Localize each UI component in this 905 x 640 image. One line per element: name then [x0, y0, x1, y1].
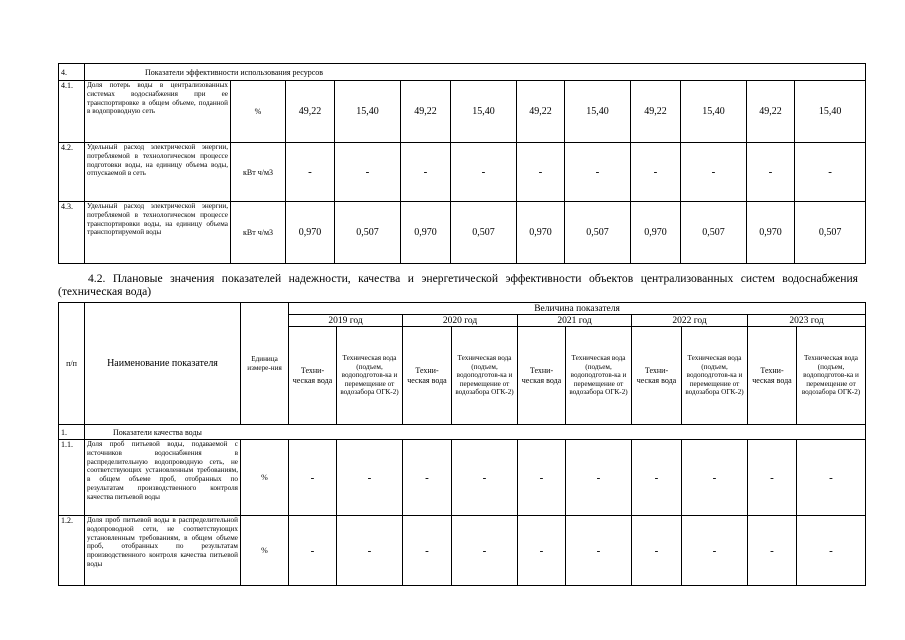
value-cell: - [797, 440, 866, 516]
header-row [59, 303, 866, 315]
value-cell: - [797, 516, 866, 586]
value-cell: - [632, 516, 682, 586]
value-cell: - [452, 440, 518, 516]
unit-cell: % [231, 81, 286, 143]
value-cell: 0,970 [286, 202, 335, 264]
name-column-header: Наименование показателя [85, 303, 241, 425]
unit-cell: % [241, 440, 289, 516]
value-cell: - [337, 440, 403, 516]
value-cell: - [518, 516, 566, 586]
unit-cell: % [241, 516, 289, 586]
sub-header-technical-water: Техни-ческая вода [748, 327, 797, 425]
value-cell: - [401, 143, 451, 202]
section-number: 4. [59, 64, 85, 81]
table-row [59, 202, 866, 264]
value-cell: 15,40 [795, 81, 866, 143]
water-quality-table [58, 302, 866, 586]
value-cell: - [748, 440, 797, 516]
value-cell: 15,40 [335, 81, 401, 143]
indicator-name: Доля потерь воды в централизованных системах водоснабжения при ее транспортировке в общем объеме, поданной в водопроводную сеть [85, 81, 231, 143]
indicator-name: Доля проб питьевой воды в распределительной водопроводной сети, не соответствующих установленным требованиям, в общем объеме проб, отобранных по результатам производственного контроля качества питьевой воды [85, 516, 241, 586]
number-column-header: п/п [59, 303, 85, 425]
value-cell: 0,970 [401, 202, 451, 264]
row-number: 4.2. [59, 143, 85, 202]
table-row [59, 143, 866, 202]
value-cell: - [518, 440, 566, 516]
section-heading-text: 4.2. Плановые значения показателей надежности, качества и энергетической эффективности объектов централизованных систем водоснабжения (техническая вода) [58, 272, 858, 298]
value-cell: 15,40 [681, 81, 747, 143]
value-cell: - [403, 440, 452, 516]
section-number: 1. [59, 425, 85, 440]
value-cell: - [632, 440, 682, 516]
value-cell: 15,40 [451, 81, 517, 143]
value-cell: - [566, 440, 632, 516]
value-cell: - [795, 143, 866, 202]
year-header: 2023 год [748, 315, 866, 327]
table-row [59, 440, 866, 516]
unit-column-header: Единица измере-ния [241, 303, 289, 425]
sub-header-technical-water: Техни-ческая вода [518, 327, 566, 425]
value-cell: - [335, 143, 401, 202]
value-cell: 49,22 [517, 81, 565, 143]
value-cell: - [289, 440, 337, 516]
value-cell: - [451, 143, 517, 202]
value-cell: 49,22 [401, 81, 451, 143]
row-number: 4.3. [59, 202, 85, 264]
sub-header-technical-water: Техни-ческая вода [632, 327, 682, 425]
value-cell: - [565, 143, 631, 202]
year-header: 2022 год [632, 315, 748, 327]
indicator-name: Доля проб питьевой воды, подаваемой с источников водоснабжения в распределительную водопроводную сеть, не соответствующих установленным требованиям, в общем объеме проб, отобранных по результатам производственного контроля качества питьевой воды [85, 440, 241, 516]
value-cell: 0,507 [681, 202, 747, 264]
value-cell: 0,507 [451, 202, 517, 264]
value-cell: - [748, 516, 797, 586]
value-cell: 0,970 [747, 202, 795, 264]
value-cell: 49,22 [631, 81, 681, 143]
value-cell: - [403, 516, 452, 586]
sub-header-technical-water-ogk2: Техническая вода (подъем, водоподготов-ка и перемещение от водозабора ОГК-2) [337, 327, 403, 425]
indicator-name: Удельный расход электрической энергии, потребляемой в технологическом процессе подготовки воды, на единицу объема воды, отпускаемой в сеть [85, 143, 231, 202]
indicator-name: Удельный расход электрической энергии, потребляемой в технологическом процессе транспортировки воды, на единицу объема транспортируемой воды [85, 202, 231, 264]
resource-efficiency-table [58, 63, 866, 264]
value-cell: 0,507 [335, 202, 401, 264]
value-cell: - [682, 516, 748, 586]
value-cell: - [747, 143, 795, 202]
value-cell: - [681, 143, 747, 202]
row-number: 4.1. [59, 81, 85, 143]
value-cell: 49,22 [286, 81, 335, 143]
section-title: Показатели эффективности использования ресурсов [85, 64, 866, 81]
value-cell: 49,22 [747, 81, 795, 143]
value-cell: - [566, 516, 632, 586]
row-number: 1.2. [59, 516, 85, 586]
sub-header-technical-water-ogk2: Техническая вода (подъем, водоподготов-ка и перемещение от водозабора ОГК-2) [452, 327, 518, 425]
value-cell: 15,40 [565, 81, 631, 143]
value-group-header: Величина показателя [289, 303, 866, 315]
unit-cell: кВт ч/м3 [231, 202, 286, 264]
section-heading [58, 272, 858, 298]
value-cell: - [682, 440, 748, 516]
value-cell: 0,970 [517, 202, 565, 264]
value-cell: - [289, 516, 337, 586]
year-header: 2019 год [289, 315, 403, 327]
value-cell: - [517, 143, 565, 202]
value-cell: 0,507 [565, 202, 631, 264]
value-cell: - [337, 516, 403, 586]
row-number: 1.1. [59, 440, 85, 516]
sub-header-technical-water: Техни-ческая вода [403, 327, 452, 425]
section-row [59, 425, 866, 440]
value-cell: - [452, 516, 518, 586]
table-row [59, 81, 866, 143]
value-cell: - [631, 143, 681, 202]
value-cell: - [286, 143, 335, 202]
sub-header-technical-water-ogk2: Техническая вода (подъем, водоподготов-ка и перемещение от водозабора ОГК-2) [682, 327, 748, 425]
year-header: 2020 год [403, 315, 518, 327]
table-row [59, 516, 866, 586]
unit-cell: кВт ч/м3 [231, 143, 286, 202]
sub-header-technical-water-ogk2: Техническая вода (подъем, водоподготов-ка и перемещение от водозабора ОГК-2) [566, 327, 632, 425]
section-title: Показатели качества воды [85, 425, 866, 440]
sub-header-technical-water: Техни-ческая вода [289, 327, 337, 425]
value-cell: 0,507 [795, 202, 866, 264]
section-row [59, 64, 866, 81]
value-cell: 0,970 [631, 202, 681, 264]
sub-header-technical-water-ogk2: Техническая вода (подъем, водоподготов-ка и перемещение от водозабора ОГК-2) [797, 327, 866, 425]
year-header: 2021 год [518, 315, 632, 327]
